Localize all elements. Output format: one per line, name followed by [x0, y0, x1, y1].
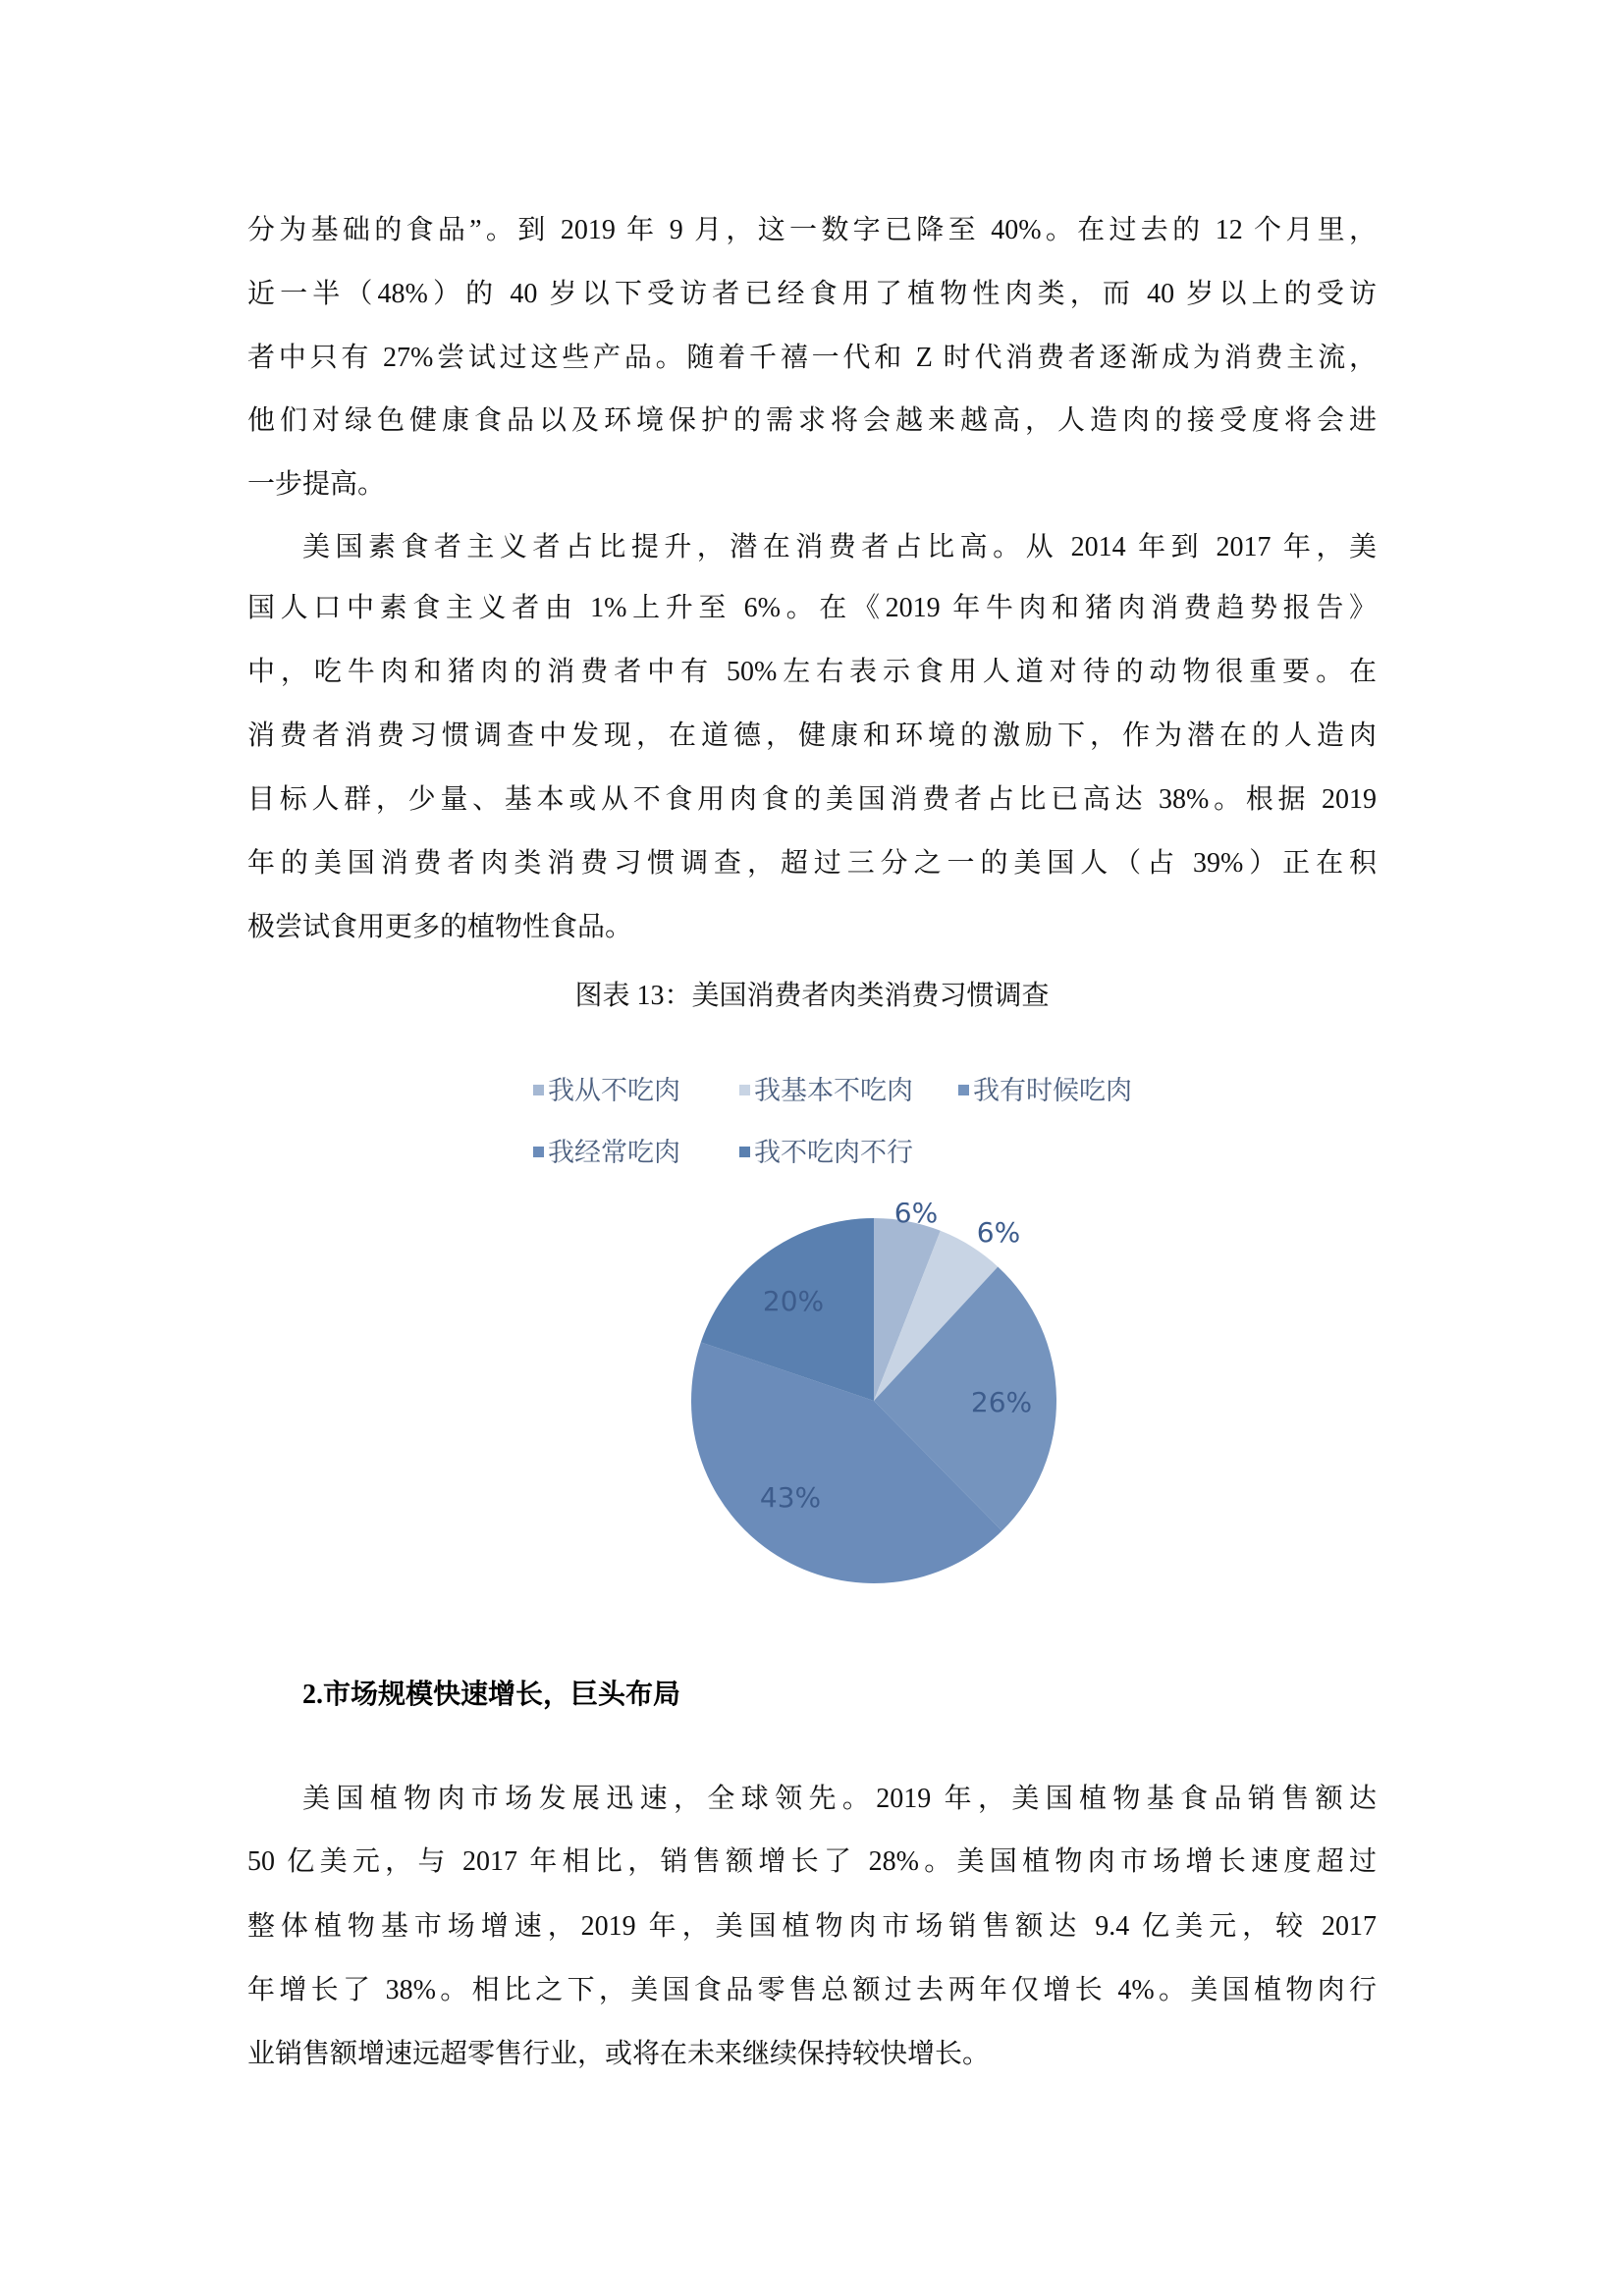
legend-label: 我经常吃肉: [548, 1138, 680, 1168]
paragraph-line: 他们对绿色健康食品以及环境保护的需求将会越来越高，人造肉的接受度将会进: [247, 405, 1377, 436]
legend-item-must-eat: [739, 1134, 913, 1173]
paragraph-line: 国人口中素食主义者由 1%上升至 6%。在《2019 年牛肉和猪肉消费趋势报告》: [247, 593, 1377, 623]
slice-label-rarely: 6%: [976, 1216, 1021, 1249]
paragraph-line: 分为基础的食品”。到 2019 年 9 月，这一数字已降至 40%。在过去的 12 个月里，: [247, 215, 1377, 245]
figure-caption: 图表 13：美国消费者肉类消费习惯调查: [574, 981, 1050, 1011]
slice-label-sometimes: 26%: [970, 1386, 1033, 1418]
slice-label-never: 6%: [893, 1202, 939, 1229]
slice-label-often: 43%: [759, 1481, 822, 1514]
paragraph-line: 目标人群，少量、基本或从不食用肉食的美国消费者占比已高达 38%。根据 2019: [247, 784, 1377, 815]
paragraph-line: 极尝试食用更多的植物性食品。: [247, 912, 633, 942]
paragraph-line: 整体植物基市场增速，2019 年，美国植物肉市场销售额达 9.4 亿美元，较 2017: [247, 1911, 1377, 1942]
paragraph-line: 业销售额增速远超零售行业，或将在未来继续保持较快增长。: [247, 2039, 991, 2069]
legend-swatch: [739, 1147, 750, 1157]
legend-swatch: [739, 1085, 750, 1095]
legend-item-sometimes: [958, 1072, 1132, 1111]
legend-item-never: [533, 1072, 680, 1111]
paragraph-line: 美国素食者主义者占比提升，潜在消费者占比高。从 2014 年到 2017 年，美: [302, 532, 1377, 562]
slice-label-must-eat: 20%: [762, 1285, 825, 1317]
chart-legend: [530, 1070, 1198, 1178]
paragraph-line: 中，吃牛肉和猪肉的消费者中有 50%左右表示食用人道对待的动物很重要。在: [247, 657, 1377, 687]
paragraph-line: 年增长了 38%。相比之下，美国食品零售总额过去两年仅增长 4%。美国植物肉行: [247, 1975, 1377, 2005]
legend-label: 我有时候吃肉: [973, 1076, 1132, 1106]
paragraph-line: 近一半（48%）的 40 岁以下受访者已经食用了植物性肉类，而 40 岁以上的受访: [247, 279, 1377, 309]
pie-chart: [677, 1202, 1070, 1605]
section-heading: 2.市场规模快速增长，巨头布局: [302, 1680, 681, 1710]
legend-item-rarely: [739, 1072, 913, 1111]
legend-swatch: [533, 1085, 544, 1095]
paragraph-line: 美国植物肉市场发展迅速，全球领先。2019 年，美国植物基食品销售额达: [302, 1784, 1377, 1814]
paragraph-line: 年的美国消费者肉类消费习惯调查，超过三分之一的美国人（占 39%）正在积: [247, 848, 1377, 879]
legend-item-often: [533, 1134, 680, 1173]
legend-label: 我不吃肉不行: [754, 1138, 913, 1168]
legend-swatch: [533, 1147, 544, 1157]
pie-svg: [677, 1202, 1070, 1605]
legend-label: 我基本不吃肉: [754, 1076, 913, 1106]
paragraph-line: 者中只有 27%尝试过这些产品。随着千禧一代和 Z 时代消费者逐渐成为消费主流，: [247, 343, 1377, 373]
paragraph-line: 50 亿美元，与 2017 年相比，销售额增长了 28%。美国植物肉市场增长速度超过: [247, 1846, 1377, 1877]
paragraph-line: 消费者消费习惯调查中发现，在道德，健康和环境的激励下，作为潜在的人造肉: [247, 721, 1377, 751]
paragraph-line: 一步提高。: [247, 469, 386, 500]
legend-swatch: [958, 1085, 969, 1095]
legend-label: 我从不吃肉: [548, 1076, 680, 1106]
